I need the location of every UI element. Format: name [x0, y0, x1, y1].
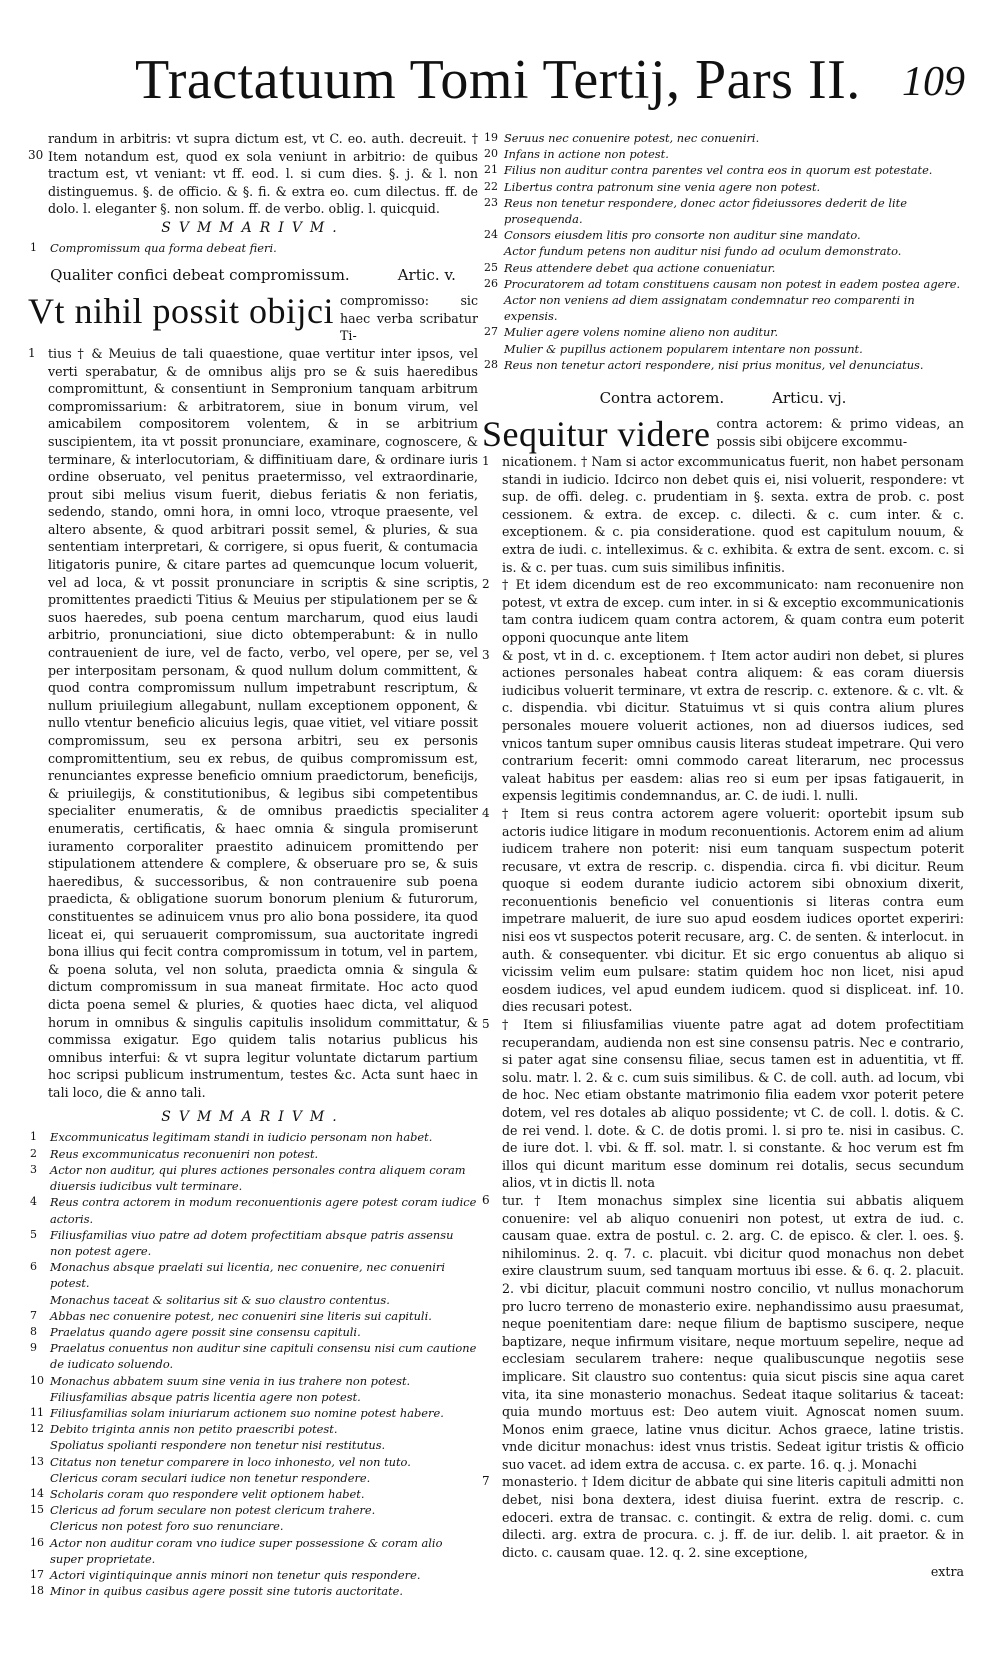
dropcap-text: Vt nihil possit obijci: [28, 291, 335, 332]
summary-text: Consors eiusdem litis pro consorte non auditur sine mandato.: [504, 228, 861, 243]
summary-item: [28, 1421, 478, 1453]
summary-text: Minor in quibus casibus agere possit sine tutoris auctoritate.: [50, 1584, 404, 1599]
summary-item: [28, 1583, 478, 1599]
summarium-list: [28, 240, 478, 256]
article-text: & post, vt in d. c. exceptionem. † Item actor audiri non debet, si plures actiones personales habeat contra aliquem: & eas coram diuersis iudicibus voluerit terminare, vt extra de rescrip. c. extenore. & c. vlt. & c. dispendia. vbi dicitur. Statuimus vt si quis contra alium plures personales mouere voluerit actiones, non ad diuersos iudices, sed vnicos tantum super omnibus causis literas studeat impetrare. Qui vero contrarium fecerit: omni commodo careat literarum, nec processus valeat habitus per easdem: alias reo si eum per ipsas fatigauerit, in expensis legitimis condemnandus, ar. C. de iudi. l. nulli.: [502, 647, 964, 804]
summary-item: [482, 130, 964, 146]
article-opening: [482, 414, 964, 455]
summary-subtext: Mulier & pupillus actionem popularem intentare non possunt.: [504, 341, 863, 356]
summary-text: Monachus absque praelati sui licentia, nec conuenire, nec conueniri potest.: [50, 1260, 445, 1291]
summary-number: 24: [484, 228, 498, 242]
summary-text: Actor non auditur coram vno iudice super possessione & coram alio super proprietate.: [50, 1535, 443, 1566]
margin-number: 1: [28, 345, 36, 360]
summary-item: [482, 227, 964, 259]
summary-number: 6: [30, 1260, 37, 1274]
summary-subtext: Clericus coram seculari iudice non tenetur respondere.: [50, 1470, 371, 1485]
summary-subtext: Actor non veniens ad diem assignatam condemnatur reo comparenti in expensis.: [504, 293, 915, 324]
article-paragraph: [482, 453, 964, 576]
margin-number: 30: [28, 148, 44, 162]
summary-text: Filius non auditur contra parentes vel contra eos in quorum est potestate.: [504, 163, 933, 178]
summary-item: [28, 1535, 478, 1567]
page-number: 109: [902, 59, 965, 105]
summary-number: 18: [30, 1584, 44, 1598]
summary-number: 3: [30, 1162, 37, 1176]
summary-item: [482, 195, 964, 227]
summary-number: 19: [484, 131, 498, 144]
article-body: [482, 453, 964, 1561]
summary-item: [28, 1194, 478, 1226]
margin-number: 5: [482, 1017, 490, 1032]
article-text: tius † & Meuius de tali quaestione, quae vertitur inter ipsos, vel verti sperabatur, & de omnibus alijs pro se & suis haeredibus compromittunt, & consentiunt in Sempronium tanquam arbitrum compromissarium: & arbitratorem, siue in bonum virum, vel amicabilem compositorem volentem, & in se arbitrium suscipientem, ita vt possit pronunciare, examinare, cognoscere, & terminare, & interlocutoriam, & diffinitiuam dare, & ordinare iuris ordine obseruato, vel penitus praetermisso, vel extraordinarie, prout sibi melius visum fuerit, diebus feriatis & non feriatis, sedendo, stando, omni hora, in omni loco, vtroque praesente, vel altero absente, & quod arbitrari possit semel, & pluries, & sua sententiam interpretari, & corrigere, si opus fuerit, & contumacia litigatoris punire, & citare partes ad quemcunque locum voluerit, vel ad loca, & vt possit pronunciare in scriptis & sine scriptis, promittentes praedicti Titius & Meuius per stipulationem per se & suos haeredes, sub poena centum marcharum, quod eius laudi arbitrio, pronunciationi, siue dicto obtemperabunt: & in nullo contrauenient de iure, vel de facto, verbo, vel opere, per se, vel per interpositam personam, & quod nullum dolum committent, & quod contra compromissum nullum impetrabunt rescriptum, & nullum priuilegium allegabunt, nullam exceptionem opponent, & nullo vtentur beneficio alicuius legis, quae vitiet, vel vitiare possit compromissum, seu ex persona arbitri, seu ex personis compromittentium, seu ex rebus, de quibus compromissum est, renunciantes expresse beneficio omnium praedictorum, beneficijs, & priuilegijs, & constitutionibus, & legibus sibi competentibus specialiter enumeratis, & de omnibus praedictis specialiter enumeratis, certificatis, & haec omnia & singula promiserunt iuramento corporaliter praestito adinuicem promittendo per stipulationem attendere & complere, & obseruare pro se, & suis haeredibus, & successoribus, & non contrauenire sub poena praedicta, & obligatione suorum bonorum plenium & futurorum, constituentes se adinuicem vnus pro alio bona possidere, ita quod liceat ei, qui seruauerit compromissum, sua auctoritate ingredi bona illius qui fecit contra compromissum in totum, vel in partem, & poena soluta, vel non soluta, praedicta omnia & singula & dictum compromissum in sua maneat firmitate. Hoc acto quod dicta poena semel & pluries, & quoties haec dicta, vel aliquod horum in omnibus & singulis capitulis insolidum committatur, & commissa exigatur. Ego quidem talis notarius publicus his omnibus interfui: & vt supra legitur voluntate dictarum partium hoc scripsi publicum instrumentum, testes &c. Acta sunt haec in tali loco, die & anno tali.: [48, 345, 478, 1100]
article-text: † Et idem dicendum est de reo excommunicato: nam reconuenire non potest, vt extra de excep. cum inter. in si & exceptio excommunicationis tam contra iudicem quam contra actorem, & quam contra eum poterit opponi quocunque ante litem: [502, 577, 964, 645]
summary-item: [482, 162, 964, 178]
summary-item: [28, 1567, 478, 1583]
opening-text: compromisso: sic haec verba scribatur Ti-: [340, 293, 478, 344]
article-text: † Item si filiusfamilias viuente patre agat ad dotem profectitiam recuperandam, audienda non est sine consensu patris. Nec e contrario, si pater agat sine consensu filiae, secus tamen est in aduentitia, vt ff. solu. matr. l. 2. & c. cum suis similibus. & C. de coll. auth. ad locum, vbi de hoc. Nec etiam obstante matrimonio filia eadem vxor poterit petere dotem, vel res dotales ab aliquo possidente; vt C. de coll. l. dotis. & C. de rei vend. l. dote. & C. de dotis promi. l. si pro te. nisi in casibus. C. de iure dot. l. vbi. & ff. sol. matr. l. si constante. & hoc verum est fm illos qui dicunt maritum esse dominum rei dotalis, secus secundum alios, vt in dictis ll. nota: [502, 1017, 964, 1191]
section-article: Artic. v.: [397, 266, 456, 285]
summary-item: [28, 1373, 478, 1405]
summary-number: 23: [484, 195, 498, 209]
left-column: [28, 130, 478, 1643]
section-heading: [482, 389, 964, 407]
summary-text: Reus attendere debet qua actione conueniatur.: [504, 260, 776, 275]
summarium-heading: SVMMARIVM.: [161, 219, 345, 236]
summary-number: 1: [30, 1130, 37, 1144]
summary-text: Filiusfamilias viuo patre ad dotem profectitiam absque patris assensu non potest agere.: [50, 1227, 454, 1258]
summary-number: 22: [484, 179, 498, 193]
summary-number: 12: [30, 1422, 44, 1436]
summary-item: [28, 1259, 478, 1308]
summary-text: Actori vigintiquinque annis minori non tenetur quis respondere.: [50, 1567, 421, 1582]
summary-number: 8: [30, 1324, 37, 1338]
summary-number: 26: [484, 276, 498, 290]
opening-text: contra actorem: & primo videas, an possis sibi obijcere excommu-: [716, 416, 964, 449]
summary-item: [28, 1227, 478, 1259]
summary-item: [482, 324, 964, 356]
margin-number: 1: [482, 454, 490, 469]
summary-item: [28, 1486, 478, 1502]
summary-subtext: Clericus non potest foro suo renunciare.: [50, 1519, 284, 1534]
article-text: † Item si reus contra actorem agere voluerit: oportebit ipsum sub actoris iudice litigare in modum reconuentionis. Actorem enim ad alium iudicem trahere non poterit: nisi eum tanquam suspectum poterit recusare, vt extra de rescrip. c. dispendia. circa fi. vbi dicitur. Reum quoque si eodem durante iudicio actorem sibi obnoxium dixerit, reconuentionis beneficio vel conuentionis si literas contra eum impetrare maluerit, de iure suo apud eosdem iudices oportet experiri: nisi eos vt suspectos poterit recusare, arg. C. de senten. & interlocut. in auth. & consequenter. vbi dicitur. Et sic ergo conuentus ab aliquo si vicissim velim eum pulsare: statim quidem hoc non licet, nisi apud eosdem iudices, vel apud eundem iudicem. quod si displiceat. inf. 10. dies recusari potest.: [502, 805, 964, 1015]
section-article: Articu. vj.: [772, 389, 847, 408]
summary-number: 27: [484, 325, 498, 339]
summary-text: Reus contra actorem in modum reconuentionis agere potest coram iudice actoris.: [50, 1195, 477, 1226]
article-text: tur. † Item monachus simplex sine licentia sui abbatis aliquem conuenire: vel ab aliquo conueniri non potest, ut extra de iud. c. causam quae. extra de postul. c. 2. arg. C. de episco. & cler. l. oes. §. nihilominus. 2. q. 7. c. placuit. vbi dicitur quod monachus non debet exire claustrum suum, sed tanquam mortuus ibi esse. & 6. q. 2. placuit. 2. vbi dicitur, placuit communi nostro concilio, vt nullus monachorum pro lucro terreno de monasterio exire. nephandissimo ausu praesumat, neque poenitentiam dare: neque filium de baptismo suscipere, neque baptizare, neque infirmum visitare, neque mortuum sepelire, neque ad ecclesiam secularem trahere: neque qualibuscunque negotiis sese implicare. Sit claustro suo contentus: quia sicut piscis sine aqua caret vita, ita sine monasterio monachus. Sedeat itaque solitarius & taceat: quia mundo mortuus est: Deo autem viuit. Agnoscat nomen suum. Monos enim graece, latine vnus dicitur. Achos graece, latine tristis. vnde dicitur monachus: idest vnus tristis. Sedeat igitur tristis & officio suo vacet. ad idem extra de accusa. c. ex parte. 16. q. j. Monachi: [502, 1192, 964, 1472]
section-heading: [28, 266, 478, 284]
catchword: extra: [930, 1564, 964, 1580]
summary-item: [482, 260, 964, 276]
running-title: Tractatuum Tomi Tertij, Pars II.: [135, 49, 861, 111]
summary-number: 7: [30, 1308, 37, 1322]
section-title: Contra actorem.: [599, 389, 725, 408]
article-paragraph: [482, 1192, 964, 1474]
summary-item: [482, 146, 964, 162]
summary-text: Praelatus conuentus non auditur sine capituli consensu nisi cum cautione de iudicato soluendo.: [50, 1341, 477, 1372]
summary-text: Procuratorem ad totam constituens causam non potest in eadem postea agere.: [504, 276, 961, 291]
summary-number: 25: [484, 260, 498, 274]
summary-item: [28, 1340, 478, 1372]
summary-text: Citatus non tenetur comparere in loco inhonesto, vel non tuto.: [50, 1454, 411, 1469]
summary-item: [28, 1502, 478, 1534]
summary-text: Filiusfamilias solam iniuriarum actionem suo nomine potest habere.: [50, 1405, 444, 1420]
summary-subtext: Filiusfamilias absque patris licentia agere non potest.: [50, 1389, 361, 1404]
summary-text: Infans in actione non potest.: [504, 147, 669, 162]
summary-number: 14: [30, 1486, 44, 1500]
summary-item: [482, 276, 964, 325]
article-paragraph: [482, 647, 964, 805]
summary-number: 11: [30, 1405, 44, 1419]
summary-text: Compromissum qua forma debeat fieri.: [50, 240, 277, 255]
summarium-list-continued: [482, 130, 964, 373]
summary-text: Reus non tenetur respondere, donec actor fideiussores dederit de lite prosequenda.: [504, 195, 907, 227]
summary-text: Excommunicatus legitimam standi in iudicio personam non habet.: [50, 1130, 433, 1145]
summary-item: [28, 240, 478, 256]
summary-subtext: Monachus taceat & solitarius sit & suo claustro contentus.: [50, 1292, 390, 1307]
intro-paragraph: [28, 130, 478, 218]
summary-subtext: Actor fundum petens non auditur nisi fundo ad oculum demonstrato.: [504, 244, 902, 259]
article-paragraph: [482, 805, 964, 1016]
margin-number: 2: [482, 577, 490, 592]
summary-number: 2: [30, 1146, 37, 1160]
summary-item: [482, 179, 964, 195]
summary-text: Libertus contra patronum sine venia agere non potest.: [504, 179, 821, 194]
summary-text: Abbas nec conuenire potest, nec conueniri sine literis sui capituli.: [50, 1308, 432, 1323]
article-paragraph: [482, 1473, 964, 1561]
article-text: monasterio. † Idem dicitur de abbate qui sine literis capituli admitti non debet, nisi bona dextera, idest diuisa fuerint. extra de rescrip. c. edoceri. extra de transac. c. contingit. & extra de relig. domi. c. cum dilecti. arg. extra de procura. c. j. ff. de iur. delib. l. ait praetor. & in dicto. c. causam quae. 12. q. 2. sine exceptione,: [502, 1474, 964, 1560]
right-column: [482, 130, 964, 1643]
summary-subtext: Spoliatus spolianti respondere non tenetur nisi restitutus.: [50, 1438, 386, 1453]
summary-item: [28, 1129, 478, 1145]
summarium-heading: SVMMARIVM.: [161, 1109, 345, 1126]
summary-text: Mulier agere volens nomine alieno non auditur.: [504, 325, 779, 340]
page-header: [135, 48, 965, 128]
summary-number: 4: [30, 1195, 37, 1209]
section-title: Qualiter confici debeat compromissum.: [50, 266, 350, 285]
summary-text: Reus non tenetur actori respondere, nisi prius monitus, vel denunciatus.: [504, 357, 924, 372]
summary-number: 20: [484, 147, 498, 161]
summary-number: 10: [30, 1373, 44, 1387]
summary-number: 15: [30, 1503, 44, 1517]
summary-item: [28, 1162, 478, 1194]
summary-number: 28: [484, 357, 498, 371]
summary-item: [28, 1308, 478, 1324]
article-paragraph: [28, 345, 478, 1102]
summary-item: [28, 1146, 478, 1162]
summary-number: 21: [484, 163, 498, 177]
margin-number: 6: [482, 1192, 490, 1207]
summary-item: [28, 1454, 478, 1486]
summary-item: [482, 357, 964, 373]
summary-item: [28, 1405, 478, 1421]
dropcap-text: Sequitur videre: [482, 414, 711, 455]
summary-item: [28, 1324, 478, 1340]
margin-number: 3: [482, 647, 490, 662]
article-paragraph: [482, 576, 964, 646]
summary-text: Scholaris coram quo respondere velit optionem habet.: [50, 1486, 365, 1501]
summary-number: 9: [30, 1341, 37, 1355]
intro-text: randum in arbitris: vt supra dictum est, vt C. eo. auth. decreuit. † Item notandum est, quod ex sola veniunt in arbitrio: de quibus tractum est, vt veniant: vt ff. eod. l. si cum dies. §. j. & l. non distinguemus. §. de officio. & §. fi. & extra eo. cum dilectus. ff. de dolo. l. eleganter §. non solum. ff. de verbo. oblig. l. quicquid.: [48, 131, 478, 217]
margin-number: 4: [482, 805, 490, 820]
summary-text: Praelatus quando agere possit sine consensu capituli.: [50, 1324, 361, 1339]
summary-text: Monachus abbatem suum sine venia in ius trahere non potest.: [50, 1373, 411, 1388]
article-paragraph: [482, 1016, 964, 1192]
summary-number: 5: [30, 1227, 37, 1241]
summary-text: Clericus ad forum seculare non potest clericum trahere.: [50, 1503, 376, 1518]
summary-number: 13: [30, 1454, 44, 1468]
summary-text: Actor non auditur, qui plures actiones personales contra aliquem coram diuersis iudicibus vult terminare.: [50, 1162, 466, 1194]
article-text: nicationem. † Nam si actor excommunicatus fuerit, non habet personam standi in iudicio. Idcirco non debet quis ei, nisi voluerit, respondere: vt sup. de offi. deleg. c. prudentiam in §. sexta. extra de prob. c. post cessionem. & extra. de excep. c. dilecti. & c. cum inter. & c. exceptionem. & c. pia consideratione. quod est capitulum nouum, & extra de iudi. c. intelleximus. & c. exhibita. & extra de sent. excom. c. si is. & c. per tuas. cum suis similibus infinitis.: [502, 454, 964, 575]
article-opening: [28, 292, 478, 345]
summarium-list: [28, 1129, 478, 1599]
summary-text: Reus excommunicatus reconueniri non potest.: [50, 1146, 319, 1161]
summary-text: Debito triginta annis non petito praescribi potest.: [50, 1422, 338, 1437]
summary-number: 16: [30, 1535, 44, 1549]
margin-number: 7: [482, 1474, 490, 1489]
summary-text: Seruus nec conuenire potest, nec conueniri.: [504, 131, 760, 145]
summary-number: 1: [30, 240, 37, 254]
summary-number: 17: [30, 1567, 44, 1581]
